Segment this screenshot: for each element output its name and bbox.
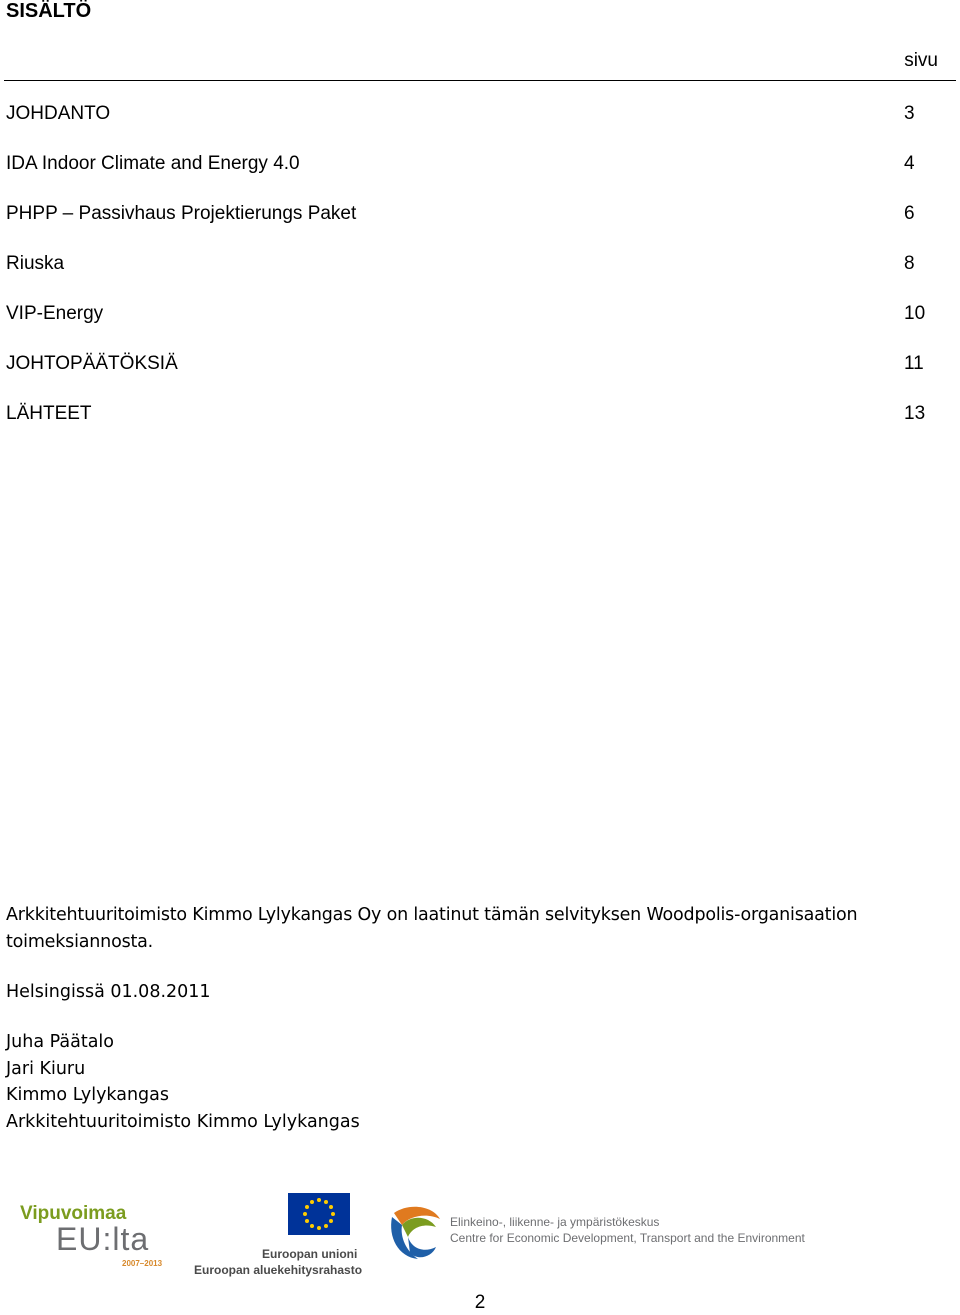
toc-entry-title: VIP-Energy (6, 303, 104, 324)
toc-entry-title: JOHTOPÄÄTÖKSIÄ (6, 353, 178, 374)
toc-entry-page: 3 (904, 103, 915, 124)
toc-entry-page: 11 (904, 353, 924, 374)
toc-entry-title: JOHDANTO (6, 103, 111, 124)
vipuvoimaa-title: Vipuvoimaa (20, 1203, 127, 1224)
toc-entry[interactable] (6, 101, 926, 127)
toc-entry-page: 10 (904, 303, 926, 324)
toc-entry-page: 4 (904, 153, 915, 174)
ely-logo (388, 1203, 808, 1273)
page-column-label: sivu (904, 50, 938, 71)
eu-flag-icon (288, 1193, 350, 1235)
toc-entry-title: PHPP – Passivhaus Projektierungs Paket (6, 203, 357, 224)
toc-heading: SISÄLTÖ (6, 0, 92, 22)
toc-entry-title: LÄHTEET (6, 403, 92, 424)
heading-divider (4, 80, 956, 81)
toc-entry[interactable] (6, 151, 926, 177)
toc-entry-page: 13 (904, 403, 926, 424)
author-company: Arkkitehtuuritoimisto Kimmo Lylykangas (6, 1111, 360, 1132)
eu-name: Euroopan unioni (262, 1247, 358, 1261)
author-name: Juha Päätalo (6, 1032, 114, 1052)
toc-entry[interactable] (6, 251, 926, 277)
vipuvoimaa-main: EU:lta (56, 1221, 150, 1257)
ely-name-finnish: Elinkeino-, liikenne- ja ympäristökeskus (450, 1215, 660, 1229)
author-list (6, 1029, 360, 1135)
toc-entry-page: 8 (904, 253, 915, 274)
author-name: Kimmo Lylykangas (6, 1085, 170, 1105)
vipuvoimaa-years: 2007–2013 (122, 1259, 163, 1268)
eu-fund-name: Euroopan aluekehitysrahasto (194, 1263, 363, 1277)
place-and-date: Helsingissä 01.08.2011 (6, 982, 211, 1002)
commission-note: Arkkitehtuuritoimisto Kimmo Lylykangas Oy on laatinut tämän selvityksen Woodpolis-organisaation toimeksiannosta. (6, 905, 858, 952)
toc-entry-title: IDA Indoor Climate and Energy 4.0 (6, 153, 300, 174)
toc-entry-title: Riuska (6, 253, 65, 274)
vipuvoimaa-logo (20, 1203, 165, 1273)
page-number: 2 (474, 1292, 486, 1313)
funding-logos (0, 1185, 960, 1280)
toc-entry[interactable] (6, 401, 926, 427)
toc-entry[interactable] (6, 201, 926, 227)
eu-logo (192, 1193, 362, 1283)
ely-leaf-icon (388, 1203, 442, 1261)
toc-entry-page: 6 (904, 203, 915, 224)
toc-entry[interactable] (6, 301, 926, 327)
toc-entry[interactable] (6, 351, 926, 377)
ely-name-english: Centre for Economic Development, Transport and the Environment (450, 1231, 805, 1245)
author-name: Jari Kiuru (6, 1058, 86, 1079)
